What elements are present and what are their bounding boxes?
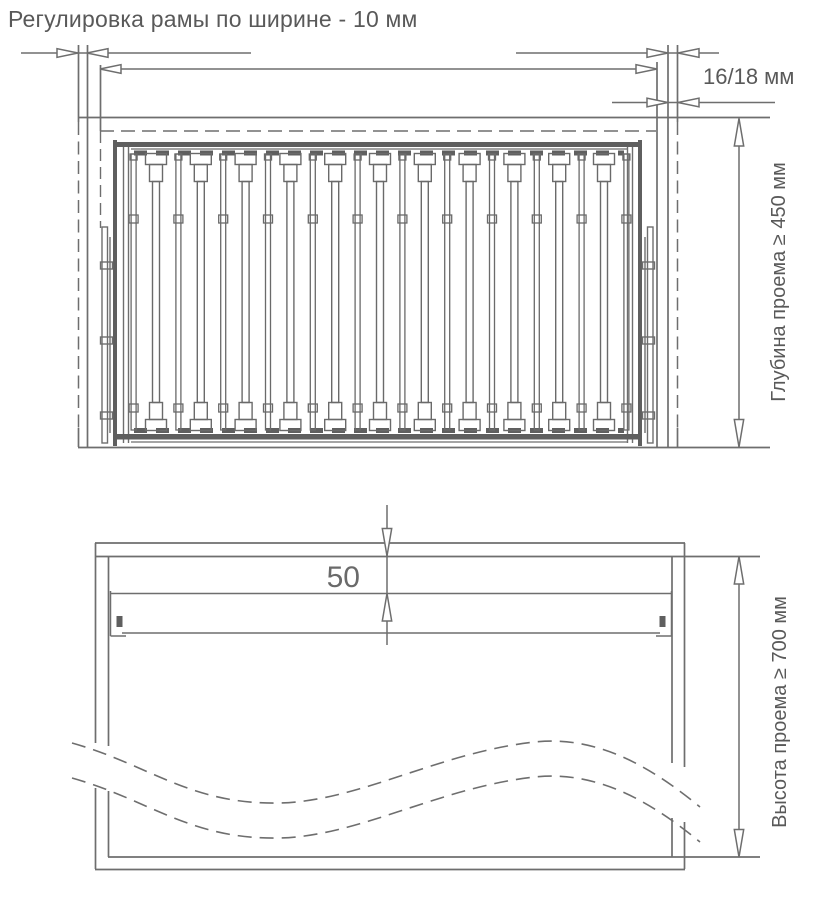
front-dimensions xyxy=(382,505,743,857)
hanger-slats xyxy=(129,154,631,431)
panel-thickness-label: 16/18 мм xyxy=(703,64,795,89)
opening-depth-label: Глубина проема ≥ 450 мм xyxy=(768,162,790,402)
break-wave xyxy=(72,741,700,842)
cabinet-front-outline xyxy=(95,543,760,870)
dimension-panel-thickness xyxy=(612,98,775,107)
slide-rails-plan xyxy=(101,227,655,443)
dimension-frame-width xyxy=(100,65,657,74)
rail-offset-label: 50 xyxy=(326,561,360,594)
drawing-title: Регулировка рамы по ширине - 10 мм xyxy=(8,6,418,32)
cabinet-walls-plan xyxy=(78,45,770,448)
plan-dimensions xyxy=(21,49,775,447)
plan-view xyxy=(78,45,770,448)
dimension-width-adjustment xyxy=(21,49,719,58)
dimension-opening-depth xyxy=(734,119,743,448)
opening-height-label: Высота проема ≥ 700 мм xyxy=(769,596,791,828)
dimension-rail-offset xyxy=(382,505,391,645)
front-view xyxy=(72,543,760,870)
dimension-opening-height xyxy=(734,557,743,858)
